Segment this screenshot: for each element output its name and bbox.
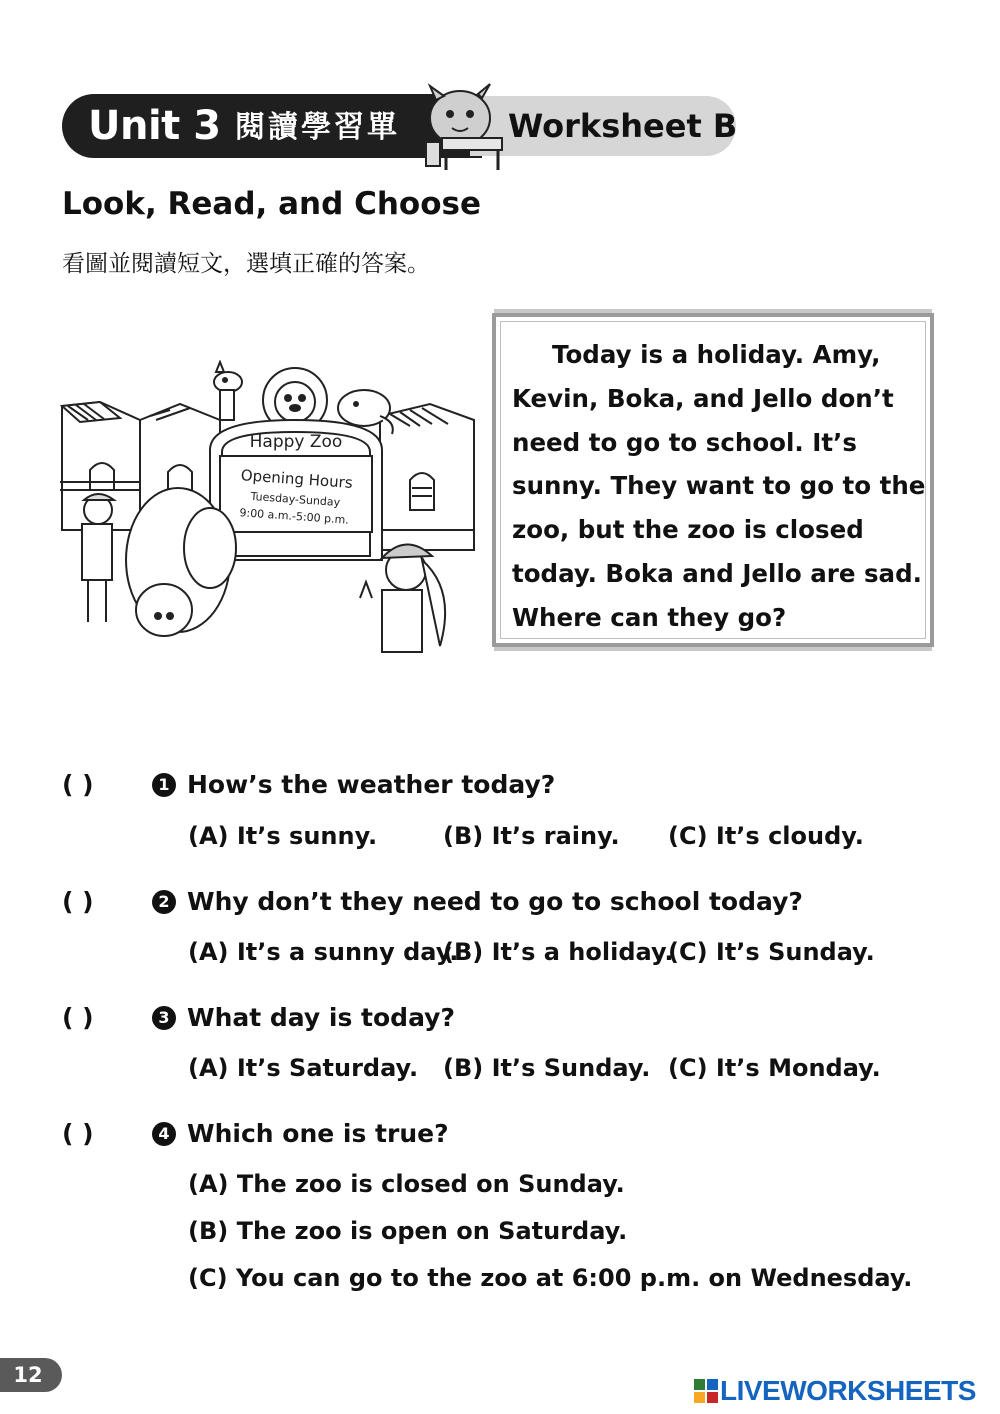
worksheet-label: Worksheet B: [508, 107, 738, 145]
q2-option-b: (B) It’s a holiday.: [443, 938, 674, 966]
question-number-3: 3: [152, 1006, 176, 1030]
unit-subtitle: 閱讀學習單: [235, 110, 400, 145]
q4-option-c: (C) You can go to the zoo at 6:00 p.m. on Wednesday.: [188, 1264, 913, 1292]
question-number-1: 1: [152, 773, 176, 797]
opening-time: 9:00 a.m.-5:00 p.m.: [239, 506, 350, 527]
page-number: 12: [0, 1358, 62, 1392]
q4-option-a: (A) The zoo is closed on Sunday.: [188, 1170, 625, 1198]
reading-passage: Today is a holiday. Amy, Kevin, Boka, and Jello don’t need to go to school. It’s sunny. They want to go to the zoo, but the zoo is closed today. Boka and Jello are sad. Where can they go?: [512, 340, 926, 632]
q3-option-c: (C) It’s Monday.: [668, 1054, 881, 1082]
q4-option-b: (B) The zoo is open on Saturday.: [188, 1217, 628, 1245]
q3-option-b: (B) It’s Sunday.: [443, 1054, 651, 1082]
q2-option-a: (A) It’s a sunny day.: [188, 938, 459, 966]
question-2-text: Why don’t they need to go to school today?: [187, 887, 803, 916]
question-1-text: How’s the weather today?: [187, 770, 556, 799]
q1-option-b: (B) It’s rainy.: [443, 822, 620, 850]
section-title: Look, Read, and Choose: [62, 186, 481, 222]
question-4-text: Which one is true?: [187, 1119, 449, 1148]
opening-days: Tuesday-Sunday: [250, 489, 341, 510]
reading-passage-box: [492, 313, 934, 647]
unit-title: Unit 3: [88, 103, 221, 149]
mascot-at-desk-icon: [420, 82, 510, 174]
answer-blank-3[interactable]: ( ): [62, 1003, 94, 1032]
zoo-illustration: [60, 360, 480, 660]
q1-option-a: (A) It’s sunny.: [188, 822, 378, 850]
q3-option-a: (A) It’s Saturday.: [188, 1054, 419, 1082]
brand-text: LIVEWORKSHEETS: [720, 1375, 976, 1406]
liveworksheets-icon: [694, 1379, 718, 1403]
q1-option-c: (C) It’s cloudy.: [668, 822, 864, 850]
opening-hours-title: Opening Hours: [240, 466, 354, 492]
answer-blank-2[interactable]: ( ): [62, 887, 94, 916]
liveworksheets-logo[interactable]: [694, 1374, 984, 1408]
question-3-text: What day is today?: [187, 1003, 455, 1032]
instruction-text: 看圖並閱讀短文，選填正確的答案。: [62, 251, 430, 277]
answer-blank-1[interactable]: ( ): [62, 770, 94, 799]
question-number-2: 2: [152, 890, 176, 914]
zoo-sign-title: Happy Zoo: [249, 432, 343, 452]
answer-blank-4[interactable]: ( ): [62, 1119, 94, 1148]
q2-option-c: (C) It’s Sunday.: [668, 938, 875, 966]
question-number-4: 4: [152, 1122, 176, 1146]
